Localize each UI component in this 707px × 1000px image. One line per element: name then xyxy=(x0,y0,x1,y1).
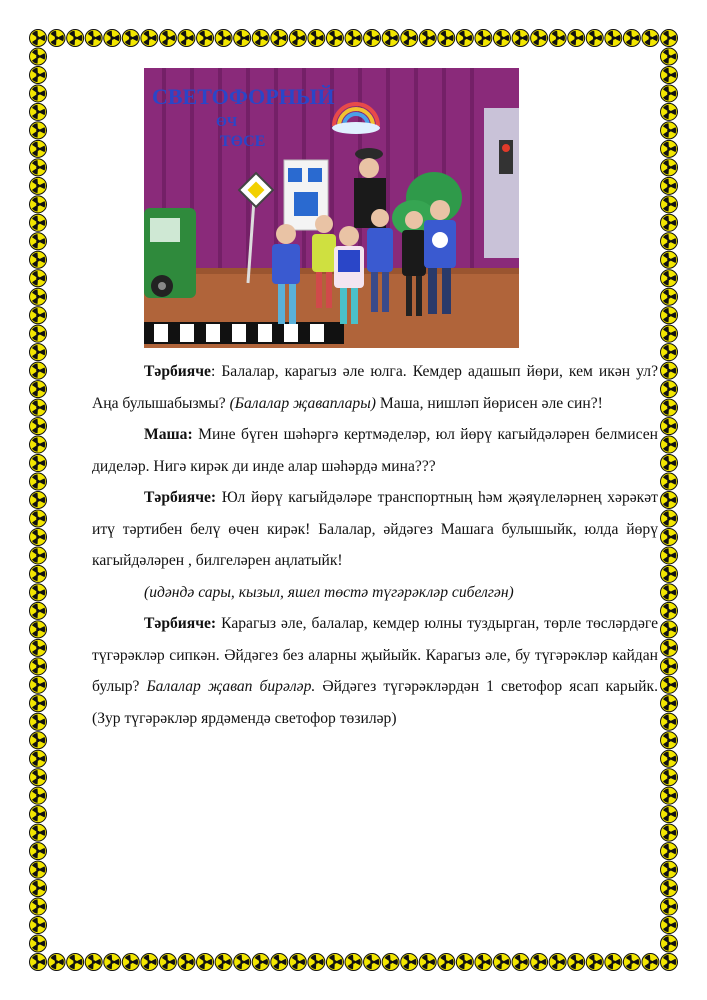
border-symbol-icon xyxy=(605,954,622,971)
border-symbol-icon xyxy=(234,30,251,47)
border-symbol-icon xyxy=(661,843,678,860)
border-symbol-icon xyxy=(85,30,102,47)
border-symbol-icon xyxy=(252,954,269,971)
toy-bus xyxy=(144,208,196,298)
border-symbol-icon xyxy=(661,122,678,139)
border-symbol-icon xyxy=(30,935,47,952)
border-symbol-icon xyxy=(642,954,659,971)
border-symbol-icon xyxy=(67,954,84,971)
zebra-crossing xyxy=(144,322,344,344)
paragraph-4 xyxy=(92,577,658,609)
border-symbol-icon xyxy=(661,325,678,342)
border-symbol-icon xyxy=(493,30,510,47)
border-symbol-icon xyxy=(326,954,343,971)
paragraph-text: Карагыз әле, балалар, кемдер юлны туздырган, төрле төсләрдәге түгәрәкләр сипкән. Әйдәгез без аларны җыйыйк. Карагыз әле, бу түгәрәкләр кайдан булыр? xyxy=(92,615,658,695)
paragraph-2 xyxy=(92,419,658,482)
border-symbol-icon xyxy=(661,140,678,157)
border-symbol-icon xyxy=(308,30,325,47)
border-symbol-icon xyxy=(661,824,678,841)
border-symbol-icon xyxy=(661,935,678,952)
border-symbol-icon xyxy=(30,85,47,102)
border-symbol-icon xyxy=(30,584,47,601)
border-symbol-icon xyxy=(438,954,455,971)
border-symbol-icon xyxy=(586,954,603,971)
speaker-colon: : xyxy=(210,363,216,380)
border-symbol-icon xyxy=(456,30,473,47)
border-symbol-icon xyxy=(623,954,640,971)
border-symbol-icon xyxy=(512,954,529,971)
border-symbol-icon xyxy=(661,565,678,582)
border-symbol-icon xyxy=(661,399,678,416)
speaker-label: Маша: xyxy=(144,426,193,443)
border-symbol-icon xyxy=(30,344,47,361)
border-symbol-icon xyxy=(289,30,306,47)
border-symbol-icon xyxy=(475,954,492,971)
border-symbol-icon xyxy=(661,381,678,398)
border-symbol-icon xyxy=(661,85,678,102)
border-symbol-icon xyxy=(197,954,214,971)
border-symbol-icon xyxy=(30,510,47,527)
border-symbol-icon xyxy=(345,954,362,971)
border-symbol-icon xyxy=(661,159,678,176)
speaker-label: Тәрбияче xyxy=(144,363,211,380)
border-symbol-icon xyxy=(30,824,47,841)
border-symbol-icon xyxy=(30,750,47,767)
border-symbol-icon xyxy=(30,565,47,582)
border-symbol-icon xyxy=(549,30,566,47)
border-symbol-icon xyxy=(586,30,603,47)
border-symbol-icon xyxy=(30,843,47,860)
border-symbol-icon xyxy=(30,381,47,398)
border-symbol-icon xyxy=(30,159,47,176)
banner-line-1: СВЕТОФОРНЫЙ xyxy=(152,84,335,109)
border-symbol-icon xyxy=(30,769,47,786)
border-symbol-icon xyxy=(661,48,678,65)
border-symbol-icon xyxy=(30,455,47,472)
border-symbol-icon xyxy=(623,30,640,47)
border-symbol-icon xyxy=(661,750,678,767)
border-symbol-icon xyxy=(159,954,176,971)
border-symbol-icon xyxy=(661,954,678,971)
border-symbol-icon xyxy=(141,30,158,47)
border-symbol-icon xyxy=(568,954,585,971)
border-symbol-icon xyxy=(661,695,678,712)
paragraph-1 xyxy=(92,356,658,419)
border-symbol-icon xyxy=(122,30,139,47)
border-symbol-icon xyxy=(30,251,47,268)
border-symbol-icon xyxy=(30,122,47,139)
border-symbol-icon xyxy=(661,30,678,47)
border-symbol-icon xyxy=(30,233,47,250)
border-symbol-icon xyxy=(661,732,678,749)
dialogue-text xyxy=(92,356,658,734)
border-symbol-icon xyxy=(661,196,678,213)
border-symbol-icon xyxy=(661,861,678,878)
border-symbol-icon xyxy=(30,140,47,157)
border-symbol-icon xyxy=(661,251,678,268)
border-symbol-icon xyxy=(661,436,678,453)
border-symbol-icon xyxy=(30,806,47,823)
border-symbol-icon xyxy=(30,954,47,971)
classroom-photo xyxy=(144,68,519,348)
border-symbol-icon xyxy=(419,30,436,47)
border-symbol-icon xyxy=(67,30,84,47)
border-symbol-icon xyxy=(30,639,47,656)
border-symbol-icon xyxy=(345,30,362,47)
border-symbol-icon xyxy=(512,30,529,47)
border-symbol-icon xyxy=(289,954,306,971)
border-symbol-icon xyxy=(438,30,455,47)
border-symbol-icon xyxy=(30,547,47,564)
border-symbol-icon xyxy=(30,288,47,305)
border-symbol-icon xyxy=(85,954,102,971)
border-symbol-icon xyxy=(30,880,47,897)
border-symbol-icon xyxy=(661,270,678,287)
border-symbol-icon xyxy=(401,954,418,971)
paragraph-text: Әйдәгез түгәрәкләрдән 1 светофор ясап карыйк. (Зур түгәрәкләр ярдәмендә светофор төзиләр) xyxy=(92,678,658,727)
border-symbol-icon xyxy=(30,325,47,342)
border-symbol-icon xyxy=(661,510,678,527)
border-symbol-icon xyxy=(104,954,121,971)
border-symbol-icon xyxy=(661,288,678,305)
border-symbol-icon xyxy=(30,713,47,730)
border-symbol-icon xyxy=(661,676,678,693)
border-symbol-icon xyxy=(271,954,288,971)
border-symbol-icon xyxy=(456,954,473,971)
border-symbol-icon xyxy=(215,30,232,47)
border-symbol-icon xyxy=(661,233,678,250)
border-symbol-icon xyxy=(661,307,678,324)
border-symbol-icon xyxy=(271,30,288,47)
paragraph-text: Балалар, карагыз әле юлга. Кемдер адашып йөри, кем икән ул? Аңа булышабызмы? xyxy=(92,363,658,412)
border-symbol-icon xyxy=(661,602,678,619)
paragraph-3 xyxy=(92,482,658,577)
border-symbol-icon xyxy=(661,639,678,656)
border-symbol-icon xyxy=(661,455,678,472)
border-symbol-icon xyxy=(252,30,269,47)
border-symbol-icon xyxy=(48,30,65,47)
border-symbol-icon xyxy=(531,954,548,971)
border-symbol-icon xyxy=(531,30,548,47)
border-symbol-icon xyxy=(178,30,195,47)
border-symbol-icon xyxy=(122,954,139,971)
border-symbol-icon xyxy=(661,917,678,934)
border-symbol-icon xyxy=(30,436,47,453)
border-symbol-icon xyxy=(642,30,659,47)
border-symbol-icon xyxy=(30,861,47,878)
border-symbol-icon xyxy=(661,362,678,379)
border-symbol-icon xyxy=(30,30,47,47)
border-symbol-icon xyxy=(661,547,678,564)
paragraph-text: Мине бүген шәһәргә кертмәделәр, юл йөрү кагыйдәләрен белмисен диделәр. Нигә кирәк ди инде алар шәһәрдә мина??? xyxy=(92,426,658,475)
border-symbol-icon xyxy=(364,30,381,47)
border-symbol-icon xyxy=(661,418,678,435)
border-symbol-icon xyxy=(30,917,47,934)
photo-illustration xyxy=(144,68,519,348)
border-symbol-icon xyxy=(382,954,399,971)
border-symbol-icon xyxy=(326,30,343,47)
border-symbol-icon xyxy=(661,880,678,897)
banner-line-3: ТӨСЕ xyxy=(220,133,266,150)
stage-direction: (идәндә сары, кызыл, яшел төстә түгәрәкләр сибелгән) xyxy=(144,583,514,601)
border-symbol-icon xyxy=(661,898,678,915)
border-symbol-icon xyxy=(104,30,121,47)
border-symbol-icon xyxy=(30,48,47,65)
border-symbol-icon xyxy=(493,954,510,971)
border-symbol-icon xyxy=(401,30,418,47)
border-symbol-icon xyxy=(661,528,678,545)
border-symbol-icon xyxy=(568,30,585,47)
border-symbol-icon xyxy=(605,30,622,47)
border-symbol-icon xyxy=(419,954,436,971)
paragraph-text: Юл йөрү кагыйдәләре транспортның һәм җәяүлеләрнең хәрәкәт итү тәртибен белү өчен кирәк! Балалар, әйдәгез Машага булышыйк, юлда йөрү кагыйдәләрен , билгеләрен аңлатыйк! xyxy=(92,489,658,569)
border-symbol-icon xyxy=(30,676,47,693)
border-symbol-icon xyxy=(661,344,678,361)
border-symbol-icon xyxy=(661,473,678,490)
border-symbol-icon xyxy=(661,621,678,638)
border-symbol-icon xyxy=(141,954,158,971)
border-symbol-icon xyxy=(661,66,678,83)
border-symbol-icon xyxy=(30,196,47,213)
paragraph-text: Маша, нишләп йөрисен әле син?! xyxy=(375,394,603,412)
border-symbol-icon xyxy=(30,177,47,194)
border-symbol-icon xyxy=(30,473,47,490)
border-symbol-icon xyxy=(30,602,47,619)
border-symbol-icon xyxy=(30,399,47,416)
border-symbol-icon xyxy=(30,658,47,675)
border-symbol-icon xyxy=(364,954,381,971)
border-symbol-icon xyxy=(661,769,678,786)
speaker-label: Тәрбияче: xyxy=(144,615,217,632)
border-symbol-icon xyxy=(197,30,214,47)
border-symbol-icon xyxy=(234,954,251,971)
border-symbol-icon xyxy=(30,492,47,509)
border-symbol-icon xyxy=(382,30,399,47)
border-symbol-icon xyxy=(661,103,678,120)
border-symbol-icon xyxy=(661,177,678,194)
border-symbol-icon xyxy=(661,806,678,823)
border-symbol-icon xyxy=(30,528,47,545)
border-symbol-icon xyxy=(30,214,47,231)
border-symbol-icon xyxy=(178,954,195,971)
border-symbol-icon xyxy=(661,214,678,231)
border-symbol-icon xyxy=(30,732,47,749)
border-symbol-icon xyxy=(30,362,47,379)
border-symbol-icon xyxy=(30,66,47,83)
speaker-label: Тәрбияче: xyxy=(144,489,217,506)
border-symbol-icon xyxy=(48,954,65,971)
border-symbol-icon xyxy=(661,492,678,509)
stage-direction: (Балалар җаваплары) xyxy=(229,394,376,412)
border-symbol-icon xyxy=(661,658,678,675)
stage-direction: Балалар җавап бирәләр. xyxy=(146,678,316,695)
border-symbol-icon xyxy=(661,584,678,601)
border-symbol-icon xyxy=(661,713,678,730)
border-symbol-icon xyxy=(215,954,232,971)
border-symbol-icon xyxy=(308,954,325,971)
border-symbol-icon xyxy=(30,103,47,120)
border-symbol-icon xyxy=(30,621,47,638)
border-symbol-icon xyxy=(30,307,47,324)
border-symbol-icon xyxy=(30,418,47,435)
border-symbol-icon xyxy=(30,898,47,915)
border-symbol-icon xyxy=(30,695,47,712)
border-symbol-icon xyxy=(159,30,176,47)
paragraph-5 xyxy=(92,608,658,734)
banner-line-2: ӨЧ xyxy=(216,115,238,130)
border-symbol-icon xyxy=(661,787,678,804)
border-symbol-icon xyxy=(30,787,47,804)
border-symbol-icon xyxy=(30,270,47,287)
border-symbol-icon xyxy=(475,30,492,47)
border-symbol-icon xyxy=(549,954,566,971)
